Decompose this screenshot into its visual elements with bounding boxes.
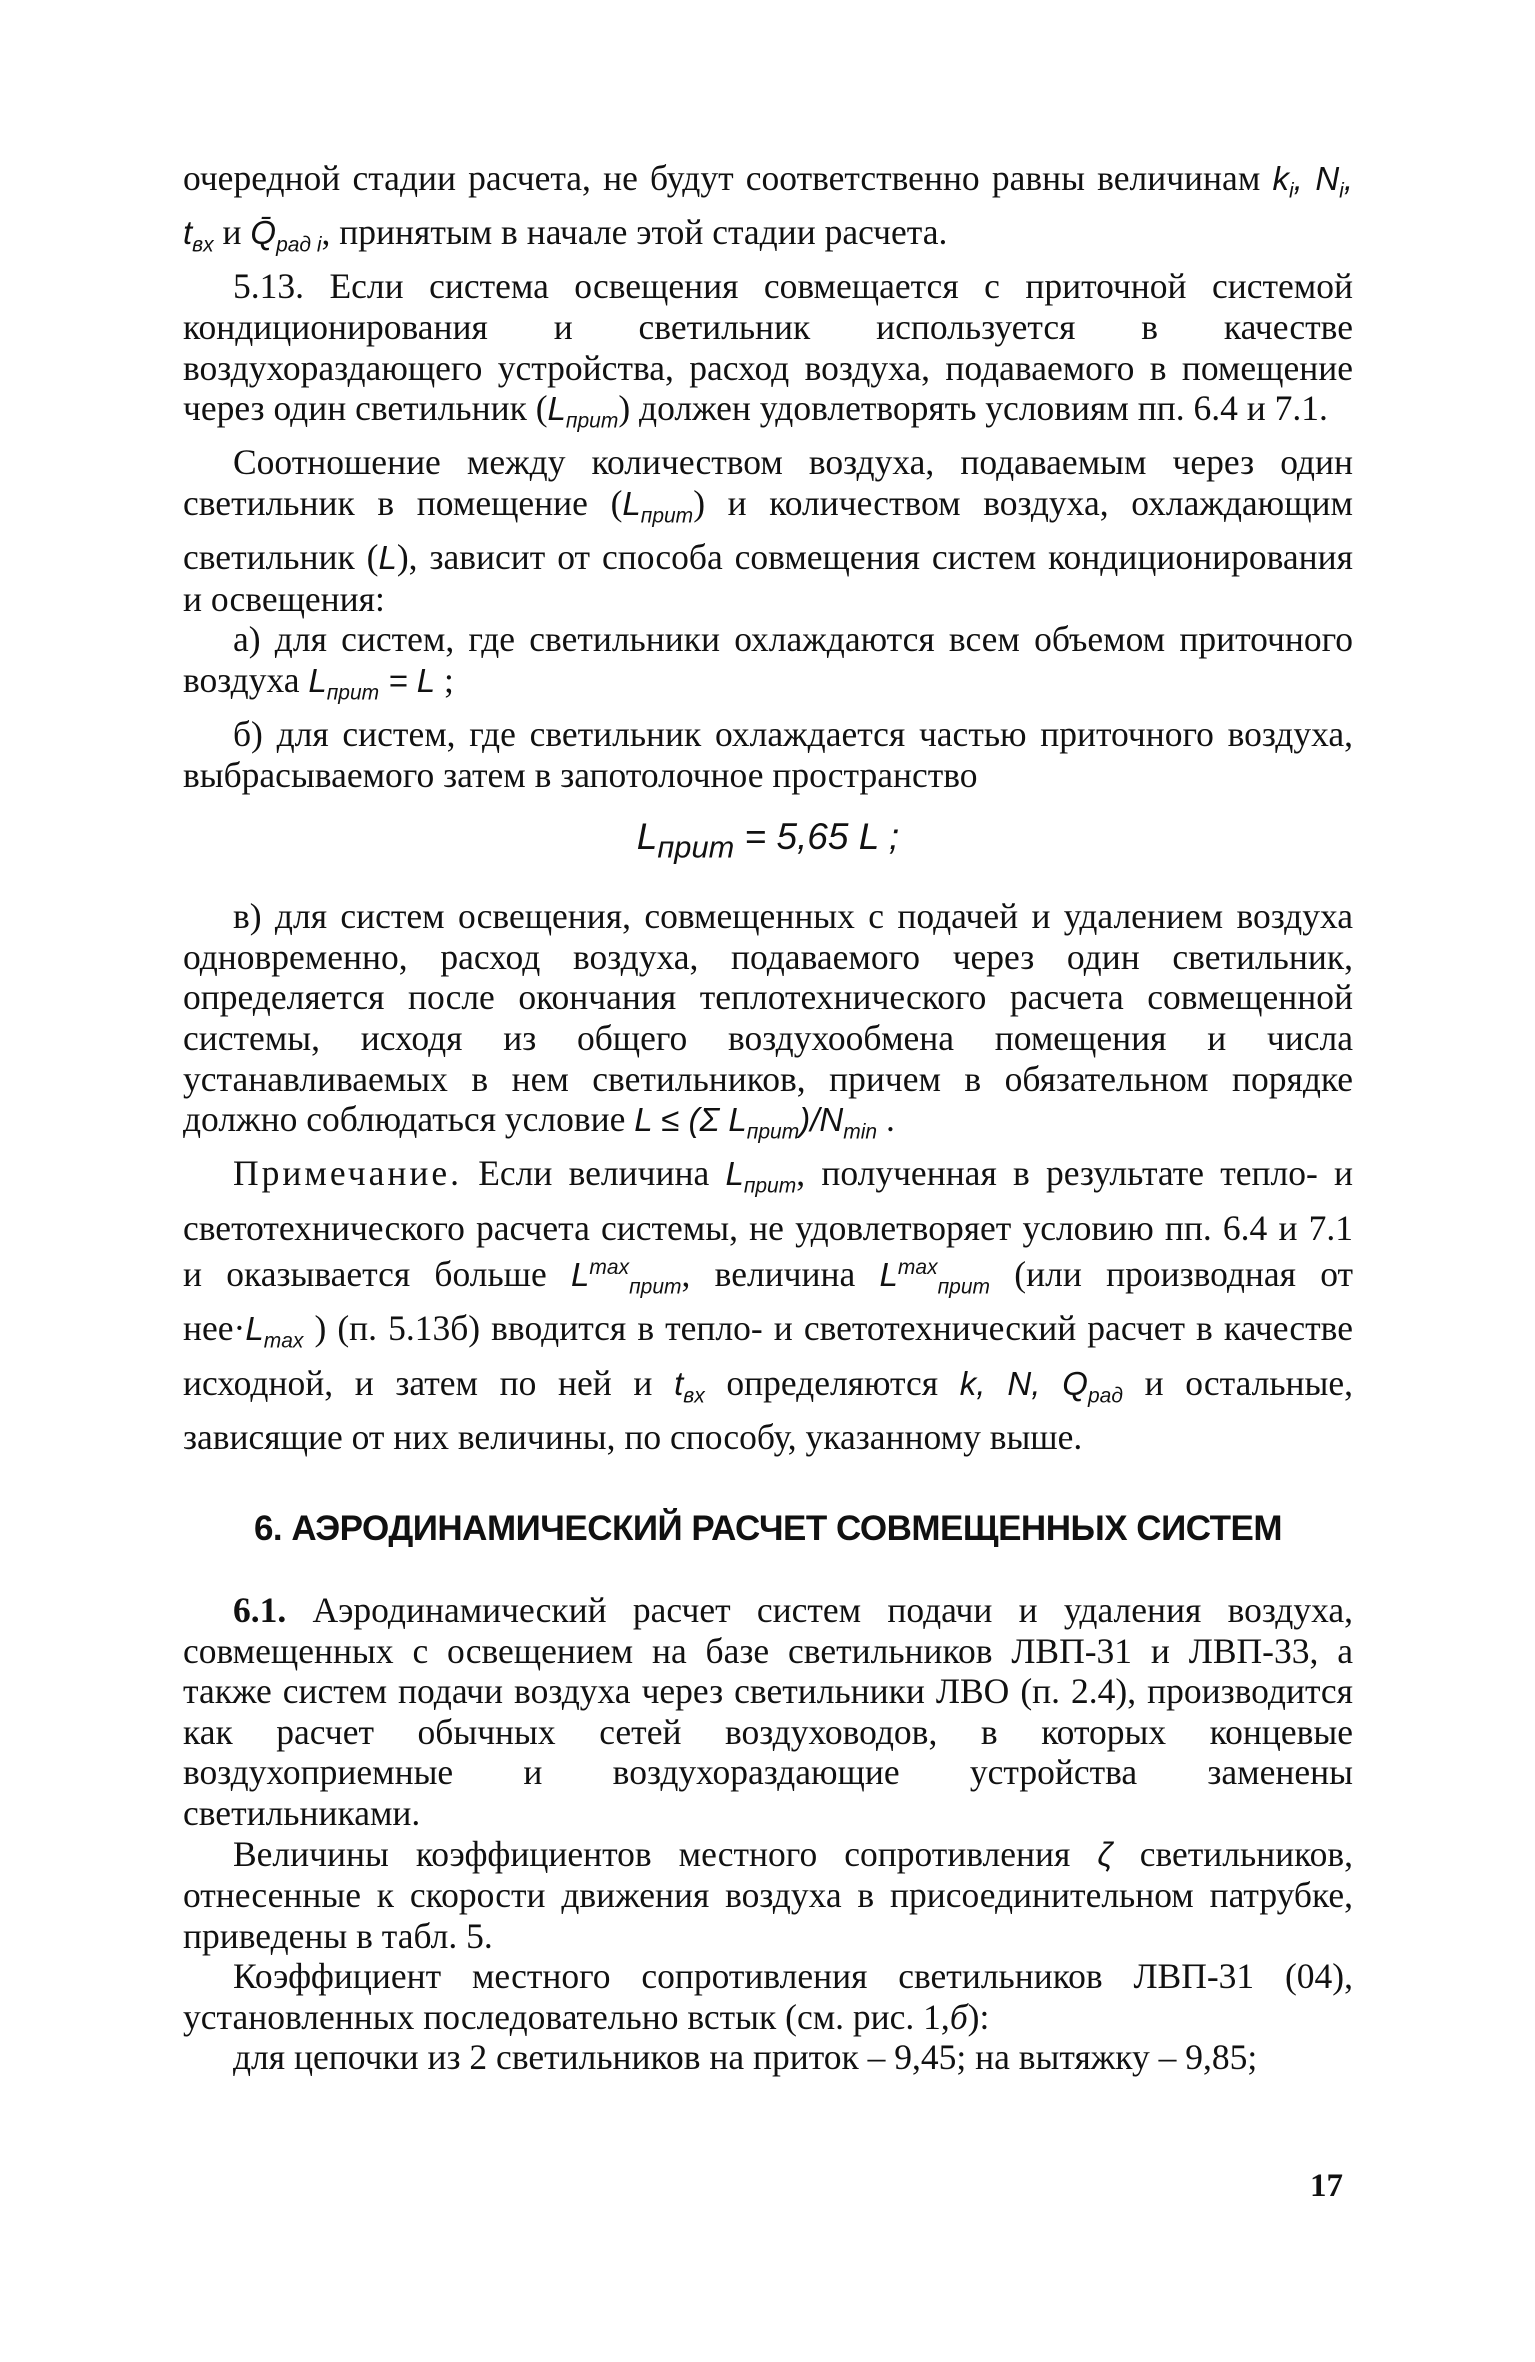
text: , полученная в результате тепло- и светотехнического расчета системы, не удовлетворяет условию пп. 6.4 и 7.1 и оказывается больше — [183, 1153, 1354, 1295]
paragraph — [183, 442, 1353, 619]
text: Коэффициент местного сопротивления светильников ЛВП-31 (04), установленных последовательно встык (см. рис. 1, — [183, 1956, 1353, 2037]
text: и — [222, 212, 242, 253]
zeta-symbol: ζ — [1097, 1835, 1113, 1873]
text: . — [885, 1099, 895, 1140]
paragraph — [183, 619, 1353, 714]
text: и остальные, зависящие от них величины, по способу, указанному выше. — [183, 1362, 1354, 1457]
text: (или производная от нее· — [183, 1254, 1354, 1349]
paragraph — [183, 896, 1353, 1153]
paragraph — [183, 2037, 1353, 2078]
formula: $L_{прит}$ — [622, 484, 694, 528]
text: Соотношение между количеством воздуха, подаваемым через один светильник в помещение ( — [183, 442, 1353, 523]
formula: $L^{max}_{прит}$ — [571, 1256, 682, 1299]
text: а) для систем, где светильники охлаждаются всем объемом приточного воздуха — [183, 619, 1353, 700]
formula: L ≤ (Σ $L_{прит})/N_{min}$ — [634, 1101, 878, 1144]
text: Величины коэффициентов местного сопротивления — [233, 1833, 1071, 1874]
text: определяются — [726, 1362, 939, 1403]
text: очередной стадии расчета, не будут соответственно равны величинам — [183, 158, 1261, 198]
text: , величина — [681, 1254, 856, 1295]
formula: k, N, $Q_{рад}$ — [959, 1364, 1123, 1408]
clause-number: 6.1. — [233, 1589, 287, 1630]
text: б) для систем, где светильник охлаждается частью приточного воздуха, выбрасываемого затем в запотолочное пространство — [183, 714, 1353, 795]
paragraph — [183, 714, 1353, 795]
formula: $L^{max}_{прит}$ — [879, 1256, 991, 1299]
note — [183, 1153, 1353, 1457]
paragraph — [183, 1956, 1353, 2037]
paragraph — [183, 158, 1353, 266]
text: ; — [444, 659, 454, 700]
text-column — [183, 158, 1353, 2078]
note-label: Примечание. — [233, 1153, 462, 1194]
paragraph — [183, 1834, 1353, 1957]
text: ) и количеством воздуха, охлаждающим светильник ( — [183, 482, 1353, 578]
display-equation: $L_{прит} = 5,65$ L ; — [636, 816, 900, 865]
clause-number: 5.13. — [233, 266, 304, 307]
formula: $L_{прит} = L$ — [308, 661, 436, 705]
formula: $t_{вх}$ — [674, 1364, 705, 1408]
text: б — [949, 1996, 968, 2037]
formula: $L_{max}$ — [245, 1310, 304, 1353]
text: Если система освещения совмещается с приточной системой кондиционирования и светильник используется в качестве воздухораздающего устройства, расход воздуха, подаваемого в помещение через один светильник ( — [183, 266, 1354, 429]
text: ), зависит от способа совмещения систем кондиционирования и освещения: — [183, 537, 1353, 619]
text: , принятым в начале этой стадии расчета. — [321, 212, 948, 253]
text: Если величина — [478, 1153, 710, 1194]
paragraph — [183, 266, 1353, 442]
text: светильников, отнесенные к скорости движения воздуха в присоединительном патрубке, приведены в табл. 5. — [183, 1833, 1353, 1956]
text: ): — [967, 1996, 990, 2037]
formula: L — [378, 539, 397, 577]
section-heading: 6. АЭРОДИНАМИЧЕСКИЙ РАСЧЕТ СОВМЕЩЕННЫХ СИСТЕМ — [253, 1509, 1283, 1549]
formula: $L_{прит}$ — [725, 1155, 797, 1199]
text: для цепочки из 2 светильников на приток – 9,45; на вытяжку – 9,85; — [233, 2037, 1258, 2078]
text: ) (п. 5.13б) вводится в тепло- и светотехнический расчет в качестве исходной, и затем по ней и — [183, 1308, 1353, 1403]
text: ) должен удовлетворять условиям пп. 6.4 и 7.1. — [618, 388, 1328, 429]
page-number: 17 — [1310, 2168, 1343, 2204]
text: в) для систем освещения, совмещенных с подачей и удалением воздуха одновременно, расход воздуха, подаваемого через один светильник, определяется после окончания теплотехнического расчета совмещенной системы, исходя из общего воздухообмена помещения и числа устанавливаемых в нем светильников, причем в обязательном порядке должно соблюдаться условие — [183, 896, 1353, 1140]
formula: $k_i$, $N_i$, $t_{вх}$ — [183, 160, 1353, 257]
formula: $Q̄_{рад i}$ — [250, 214, 322, 257]
paragraph — [183, 1590, 1353, 1834]
text: Аэродинамический расчет систем подачи и удаления воздуха, совмещенных с освещением на базе светильников ЛВП-31 и ЛВП-33, а также систем подачи воздуха через светильники ЛВО (п. 2.4), производится как расчет обычных сетей воздуховодов, в которых концевые воздухоприемные и воздухораздающие устройства заменены светильниками. — [183, 1589, 1354, 1833]
formula: $L_{прит}$ — [547, 390, 619, 433]
